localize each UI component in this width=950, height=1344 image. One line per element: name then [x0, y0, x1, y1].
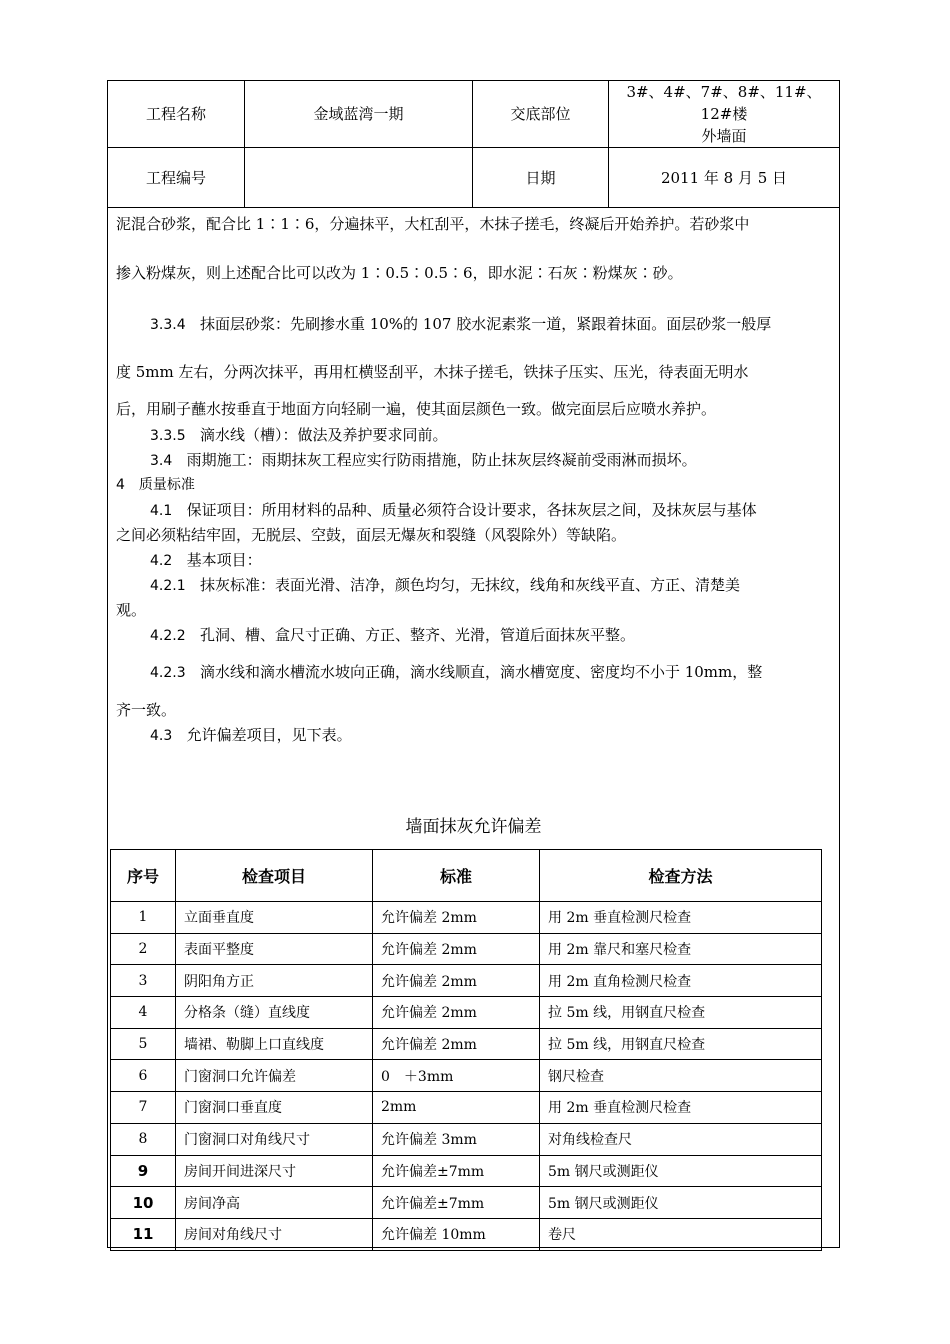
item-text: 滴水线和滴水槽流水坡向正确，滴水线顺直，滴水槽宽度、密度均不小于 10mm，整 [199, 663, 763, 681]
row-index: 4 [111, 997, 176, 1029]
table-row [111, 1028, 822, 1060]
table-row [111, 1155, 822, 1187]
table-header-row [111, 850, 822, 902]
para-line: 观。 [116, 601, 147, 619]
table-row [111, 1187, 822, 1219]
item-text: 抹面层砂浆：先刷掺水重 10%的 107 胶水泥素浆一道，紧跟着抹面。面层砂浆一般厚 [199, 315, 772, 333]
item-number: 4.3 [150, 728, 173, 744]
item-text: 雨期施工：雨期抹灰工程应实行防雨措施，防止抹灰层终凝前受雨淋而损坏。 [186, 451, 697, 469]
row-standard: 允许偏差 3mm [373, 1123, 540, 1155]
row-index: 6 [111, 1060, 176, 1092]
date-value: 2011 年 8 月 5 日 [609, 148, 840, 208]
item-number: 4.2.1 [150, 578, 186, 594]
table-row [111, 1060, 822, 1092]
row-item: 分格条（缝）直线度 [176, 997, 373, 1029]
row-method: 钢尺检查 [540, 1060, 822, 1092]
para-item [150, 550, 262, 571]
deviation-table [110, 849, 822, 1251]
para-line: 齐一致。 [116, 701, 177, 719]
table-row [111, 1092, 822, 1124]
row-method: 用 2m 直角检测尺检查 [540, 965, 822, 997]
row-item: 门窗洞口允许偏差 [176, 1060, 373, 1092]
item-text: 基本项目： [186, 551, 262, 569]
row-standard: 0 ＋3mm [373, 1060, 540, 1092]
row-method: 5m 钢尺或测距仪 [540, 1187, 822, 1219]
row-method: 拉 5m 线，用钢直尺检查 [540, 997, 822, 1029]
location-value [609, 81, 840, 148]
project-name-label: 工程名称 [108, 81, 245, 148]
row-item: 表面平整度 [176, 933, 373, 965]
location-label: 交底部位 [473, 81, 609, 148]
project-no [245, 148, 473, 208]
row-item: 立面垂直度 [176, 902, 373, 934]
item-number: 3.3.5 [150, 428, 186, 444]
row-index: 7 [111, 1092, 176, 1124]
para-line: 之间必须粘结牢固，无脱层、空鼓，面层无爆灰和裂缝（风裂除外）等缺陷。 [116, 526, 627, 544]
row-standard: 允许偏差 10mm [373, 1218, 540, 1250]
item-number: 3.3.4 [150, 317, 186, 333]
row-index: 10 [111, 1187, 176, 1219]
row-index: 5 [111, 1028, 176, 1060]
section-heading: 4 质量标准 [116, 477, 195, 493]
table-row [111, 997, 822, 1029]
para-item [150, 450, 697, 471]
item-number: 4.2 [150, 553, 173, 569]
row-item: 门窗洞口垂直度 [176, 1092, 373, 1124]
row-standard: 允许偏差±7mm [373, 1187, 540, 1219]
row-standard: 允许偏差 2mm [373, 902, 540, 934]
row-standard: 允许偏差 2mm [373, 933, 540, 965]
row-item: 门窗洞口对角线尺寸 [176, 1123, 373, 1155]
row-method: 用 2m 垂直检测尺检查 [540, 902, 822, 934]
row-method: 5m 钢尺或测距仪 [540, 1155, 822, 1187]
row-method: 用 2m 垂直检测尺检查 [540, 1092, 822, 1124]
row-standard: 允许偏差 2mm [373, 965, 540, 997]
item-text: 允许偏差项目，见下表。 [186, 726, 352, 744]
location-line2: 外墙面 [701, 127, 747, 145]
row-index: 11 [111, 1218, 176, 1250]
item-number: 4.2.3 [150, 665, 186, 681]
row-index: 3 [111, 965, 176, 997]
para-line: 泥混合砂浆，配合比 1∶1∶6，分遍抹平，大杠刮平，木抹子搓毛，终凝后开始养护。若砂浆中 [116, 215, 750, 233]
row-item: 房间净高 [176, 1187, 373, 1219]
project-no-label: 工程编号 [108, 148, 245, 208]
para-line: 后，用刷子蘸水按垂直于地面方向轻刷一遍，使其面层颜色一致。做完面层后应喷水养护。 [116, 400, 717, 418]
header-table [107, 80, 840, 208]
item-number: 3.4 [150, 453, 173, 469]
col-header-index: 序号 [111, 850, 176, 902]
para-line: 度 5mm 左右，分两次抹平，再用杠横竖刮平，木抹子搓毛，铁抹子压实、压光，待表面无明水 [116, 363, 749, 381]
row-method: 对角线检查尺 [540, 1123, 822, 1155]
project-name: 金域蓝湾一期 [245, 81, 473, 148]
row-index: 9 [111, 1155, 176, 1187]
para-item [150, 425, 447, 446]
table-row [111, 965, 822, 997]
row-index: 8 [111, 1123, 176, 1155]
para-item [150, 725, 352, 746]
row-standard: 允许偏差 2mm [373, 997, 540, 1029]
row-item: 阴阳角方正 [176, 965, 373, 997]
item-number: 4.2.2 [150, 628, 186, 644]
row-index: 2 [111, 933, 176, 965]
row-standard: 允许偏差 2mm [373, 1028, 540, 1060]
para-item [150, 575, 740, 596]
col-header-standard: 标准 [373, 850, 540, 902]
item-text: 保证项目：所用材料的品种、质量必须符合设计要求，各抹灰层之间，及抹灰层与基体 [186, 501, 757, 519]
table-title: 墙面抹灰允许偏差 [405, 817, 542, 837]
location-line1: 3#、4#、7#、8#、11#、12#楼 [626, 83, 822, 123]
row-item: 房间开间进深尺寸 [176, 1155, 373, 1187]
item-number: 4.1 [150, 503, 173, 519]
table-row [111, 1123, 822, 1155]
row-standard: 允许偏差±7mm [373, 1155, 540, 1187]
row-method: 卷尺 [540, 1218, 822, 1250]
para-item [150, 500, 757, 521]
row-method: 用 2m 靠尺和塞尺检查 [540, 933, 822, 965]
para-item [150, 625, 635, 646]
row-index: 1 [111, 902, 176, 934]
item-text: 抹灰标准：表面光滑、洁净，颜色均匀，无抹纹，线角和灰线平直、方正、清楚美 [199, 576, 740, 594]
table-row [111, 933, 822, 965]
para-line: 掺入粉煤灰，则上述配合比可以改为 1∶0.5∶0.5∶6，即水泥∶石灰∶粉煤灰∶砂。 [116, 264, 683, 282]
row-method: 拉 5m 线，用钢直尺检查 [540, 1028, 822, 1060]
row-standard: 2mm [373, 1092, 540, 1124]
col-header-method: 检查方法 [540, 850, 822, 902]
row-item: 墙裙、勒脚上口直线度 [176, 1028, 373, 1060]
para-item [150, 662, 762, 683]
date-label: 日期 [473, 148, 609, 208]
col-header-item: 检查项目 [176, 850, 373, 902]
row-item: 房间对角线尺寸 [176, 1218, 373, 1250]
item-text: 孔洞、槽、盒尺寸正确、方正、整齐、光滑，管道后面抹灰平整。 [199, 626, 635, 644]
para-item [150, 314, 771, 335]
item-text: 滴水线（槽）：做法及养护要求同前。 [199, 426, 448, 444]
table-row [111, 1218, 822, 1250]
table-row [111, 902, 822, 934]
